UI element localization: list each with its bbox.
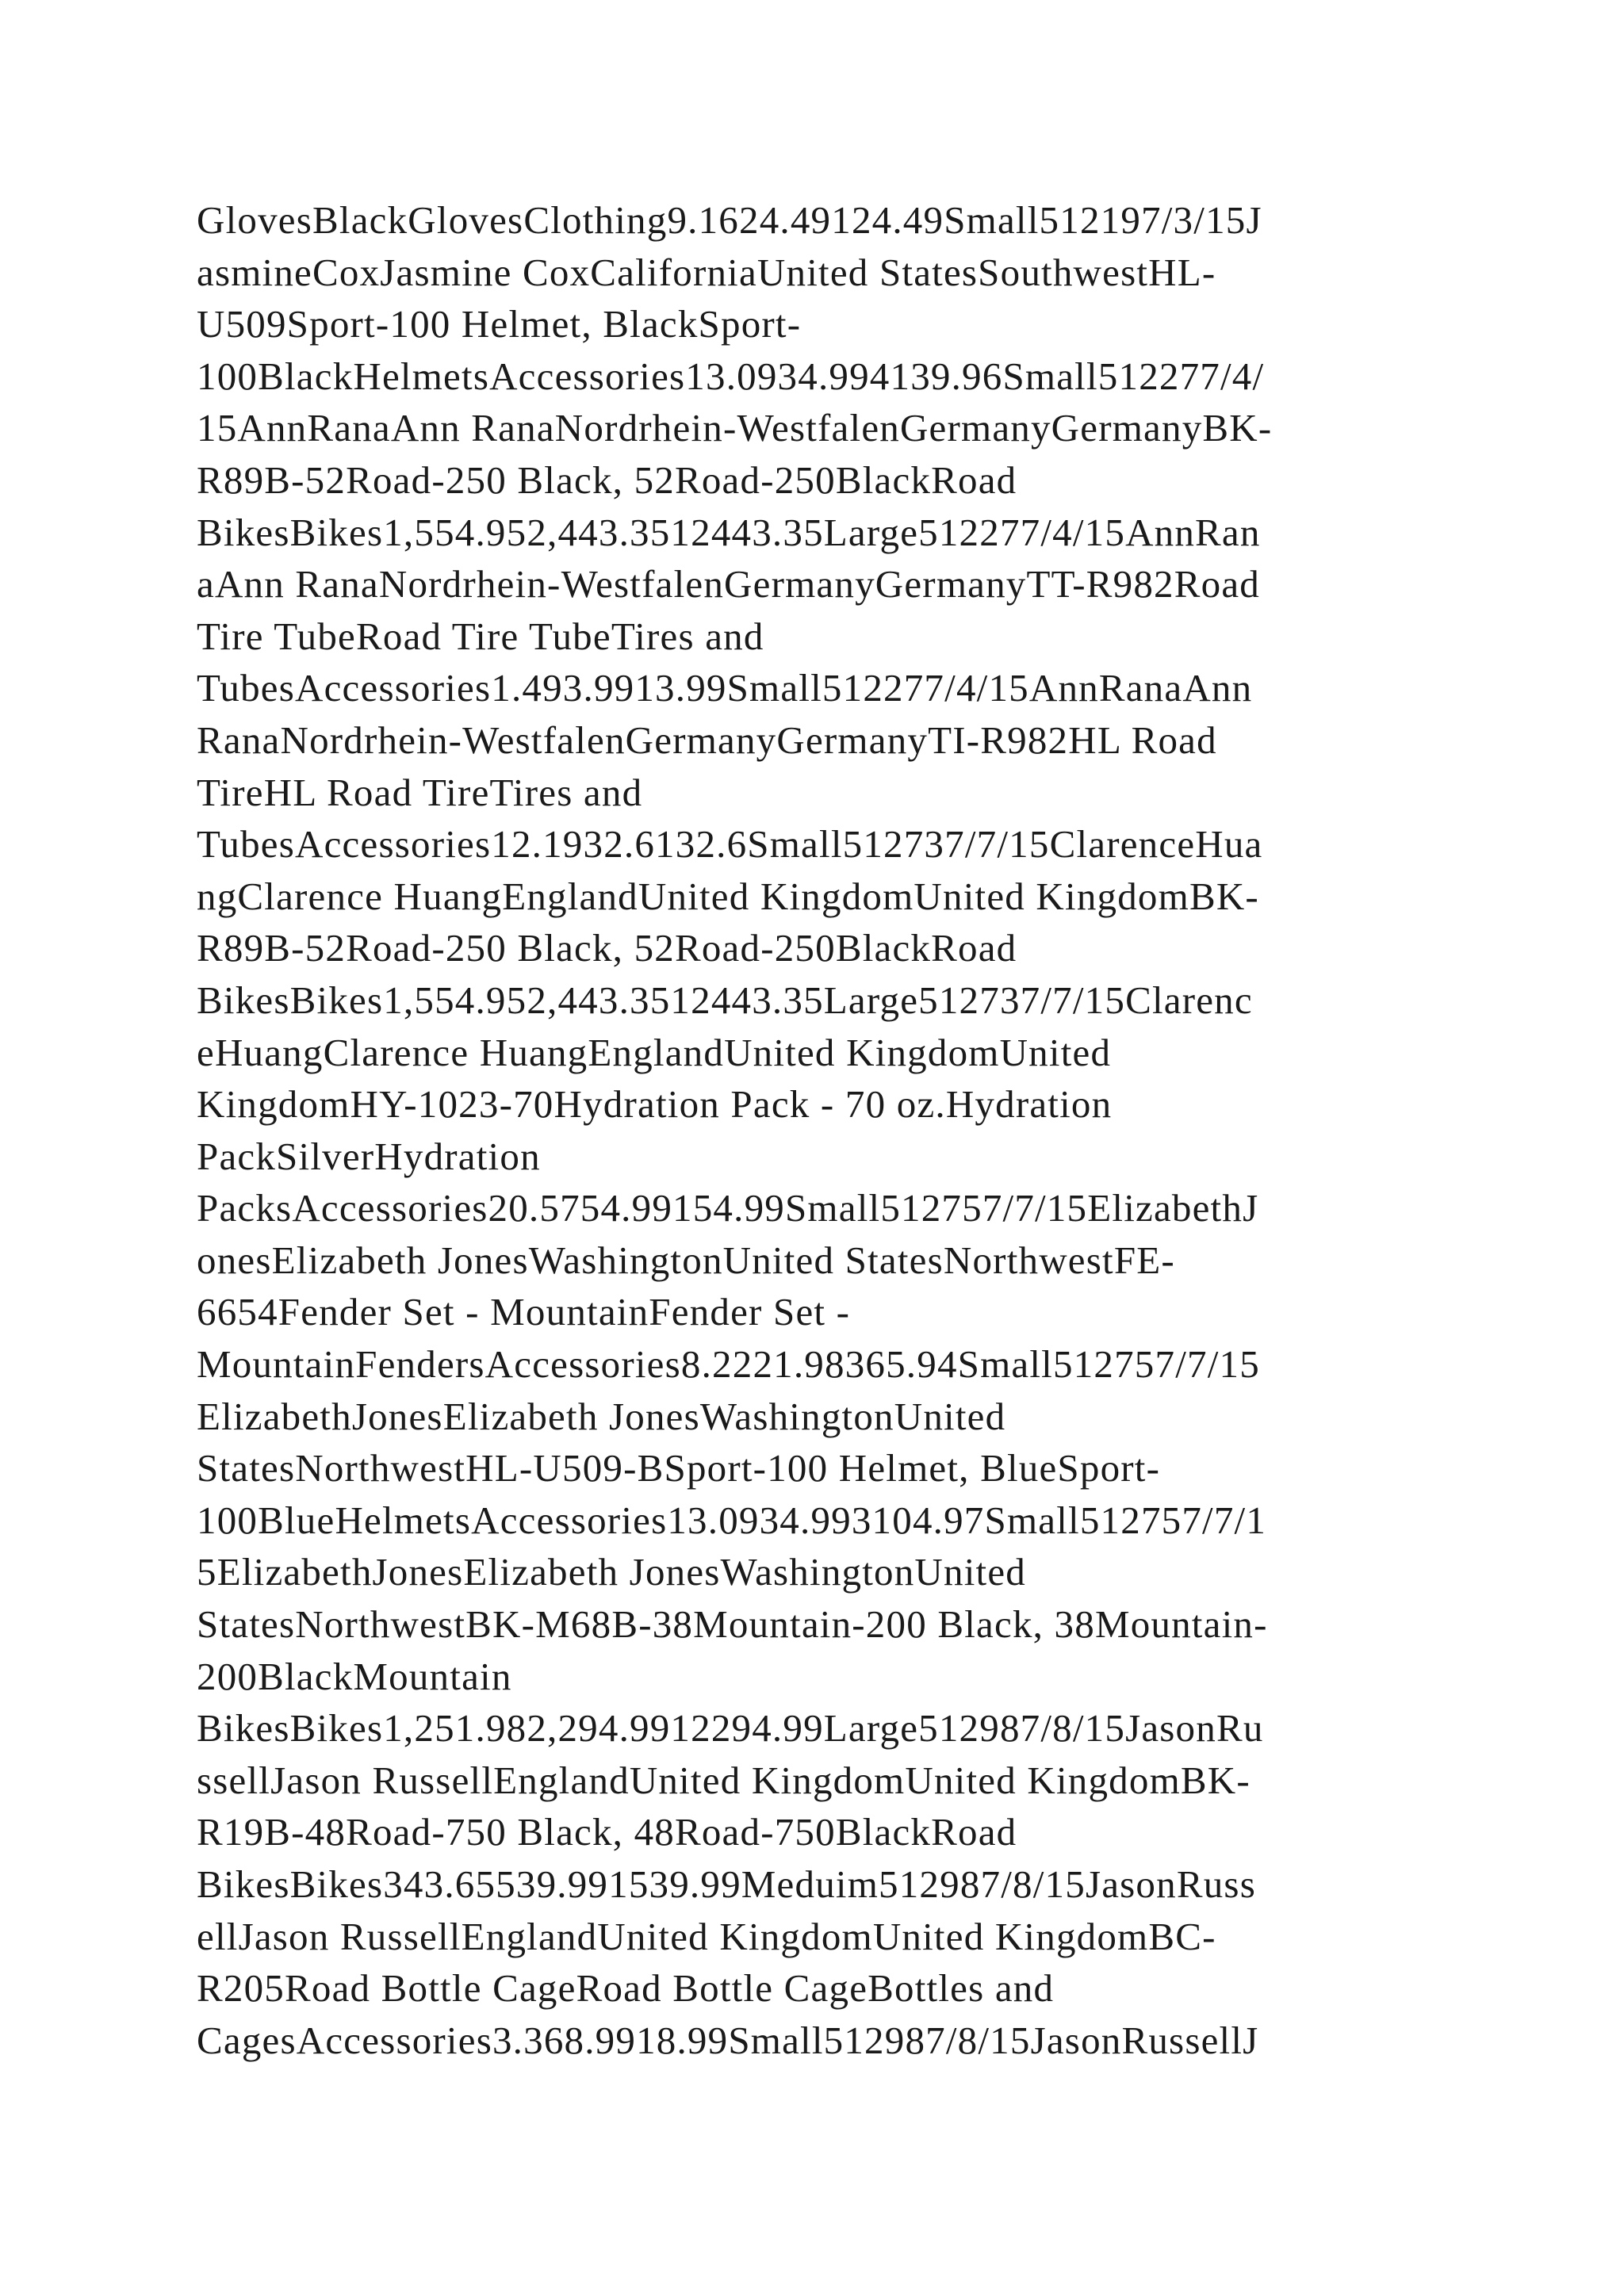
text-line-17: eHuangClarence HuangEnglandUnited KingdomUnited <box>197 1030 1112 1074</box>
text-line-9: Tire TubeRoad Tire TubeTires and <box>197 614 764 658</box>
text-line-33: BikesBikes343.65539.991539.99Meduim512987/8/15JasonRuss <box>197 1862 1256 1906</box>
text-line-32: R19B-48Road-750 Black, 48Road-750BlackRoad <box>197 1810 1017 1854</box>
text-line-26: 100BlueHelmetsAccessories13.0934.993104.97Small512757/7/1 <box>197 1498 1267 1542</box>
text-line-36: CagesAccessories3.368.9918.99Small512987/8/15JasonRussellJ <box>197 2018 1259 2062</box>
document-text-block <box>197 194 1434 2066</box>
text-line-31: ssellJason RussellEnglandUnited KingdomUnited KingdomBK- <box>197 1758 1251 1802</box>
text-line-6: R89B-52Road-250 Black, 52Road-250BlackRoad <box>197 457 1017 502</box>
text-line-35: R205Road Bottle CageRoad Bottle CageBottles and <box>197 1966 1055 2011</box>
text-line-11: RanaNordrhein-WestfalenGermanyGermanyTI-R982HL Road <box>197 718 1217 762</box>
text-line-8: aAnn RanaNordrhein-WestfalenGermanyGermanyTT-R982Road <box>197 562 1260 607</box>
text-line-13: TubesAccessories12.1932.6132.6Small512737/7/15ClarenceHua <box>197 822 1263 867</box>
text-line-16: BikesBikes1,554.952,443.3512443.35Large512737/7/15Clarenc <box>197 978 1253 1022</box>
text-line-19: PackSilverHydration <box>197 1134 541 1178</box>
text-line-14: ngClarence HuangEnglandUnited KingdomUnited KingdomBK- <box>197 874 1259 918</box>
text-line-10: TubesAccessories1.493.9913.99Small512277/4/15AnnRanaAnn <box>197 666 1253 710</box>
text-line-15: R89B-52Road-250 Black, 52Road-250BlackRoad <box>197 926 1017 970</box>
text-line-27: 5ElizabethJonesElizabeth JonesWashingtonUnited <box>197 1550 1026 1594</box>
text-line-34: ellJason RussellEnglandUnited KingdomUnited KingdomBC- <box>197 1914 1216 1958</box>
text-line-1: GlovesBlackGlovesClothing9.1624.49124.49Small512197/3/15J <box>197 198 1262 242</box>
text-line-29: 200BlackMountain <box>197 1654 512 1698</box>
text-line-3: U509Sport-100 Helmet, BlackSport- <box>197 302 802 346</box>
text-line-5: 15AnnRanaAnn RanaNordrhein-WestfalenGermanyGermanyBK- <box>197 406 1273 450</box>
text-line-22: 6654Fender Set - MountainFender Set - <box>197 1290 851 1334</box>
text-line-12: TireHL Road TireTires and <box>197 770 643 814</box>
text-line-18: KingdomHY-1023-70Hydration Pack - 70 oz.Hydration <box>197 1082 1113 1127</box>
text-line-7: BikesBikes1,554.952,443.3512443.35Large512277/4/15AnnRan <box>197 510 1261 554</box>
text-line-25: StatesNorthwestHL-U509-BSport-100 Helmet, BlueSport- <box>197 1446 1161 1490</box>
text-line-23: MountainFendersAccessories8.2221.98365.94Small512757/7/15 <box>197 1342 1260 1387</box>
text-line-20: PacksAccessories20.5754.99154.99Small512757/7/15ElizabethJ <box>197 1186 1259 1230</box>
text-line-21: onesElizabeth JonesWashingtonUnited StatesNorthwestFE- <box>197 1238 1175 1282</box>
text-line-28: StatesNorthwestBK-M68B-38Mountain-200 Black, 38Mountain- <box>197 1602 1268 1647</box>
text-line-30: BikesBikes1,251.982,294.9912294.99Large512987/8/15JasonRu <box>197 1706 1264 1751</box>
text-line-4: 100BlackHelmetsAccessories13.0934.994139.96Small512277/4/ <box>197 354 1265 398</box>
text-line-2: asmineCoxJasmine CoxCaliforniaUnited StatesSouthwestHL- <box>197 250 1216 294</box>
text-line-24: ElizabethJonesElizabeth JonesWashingtonUnited <box>197 1394 1006 1438</box>
